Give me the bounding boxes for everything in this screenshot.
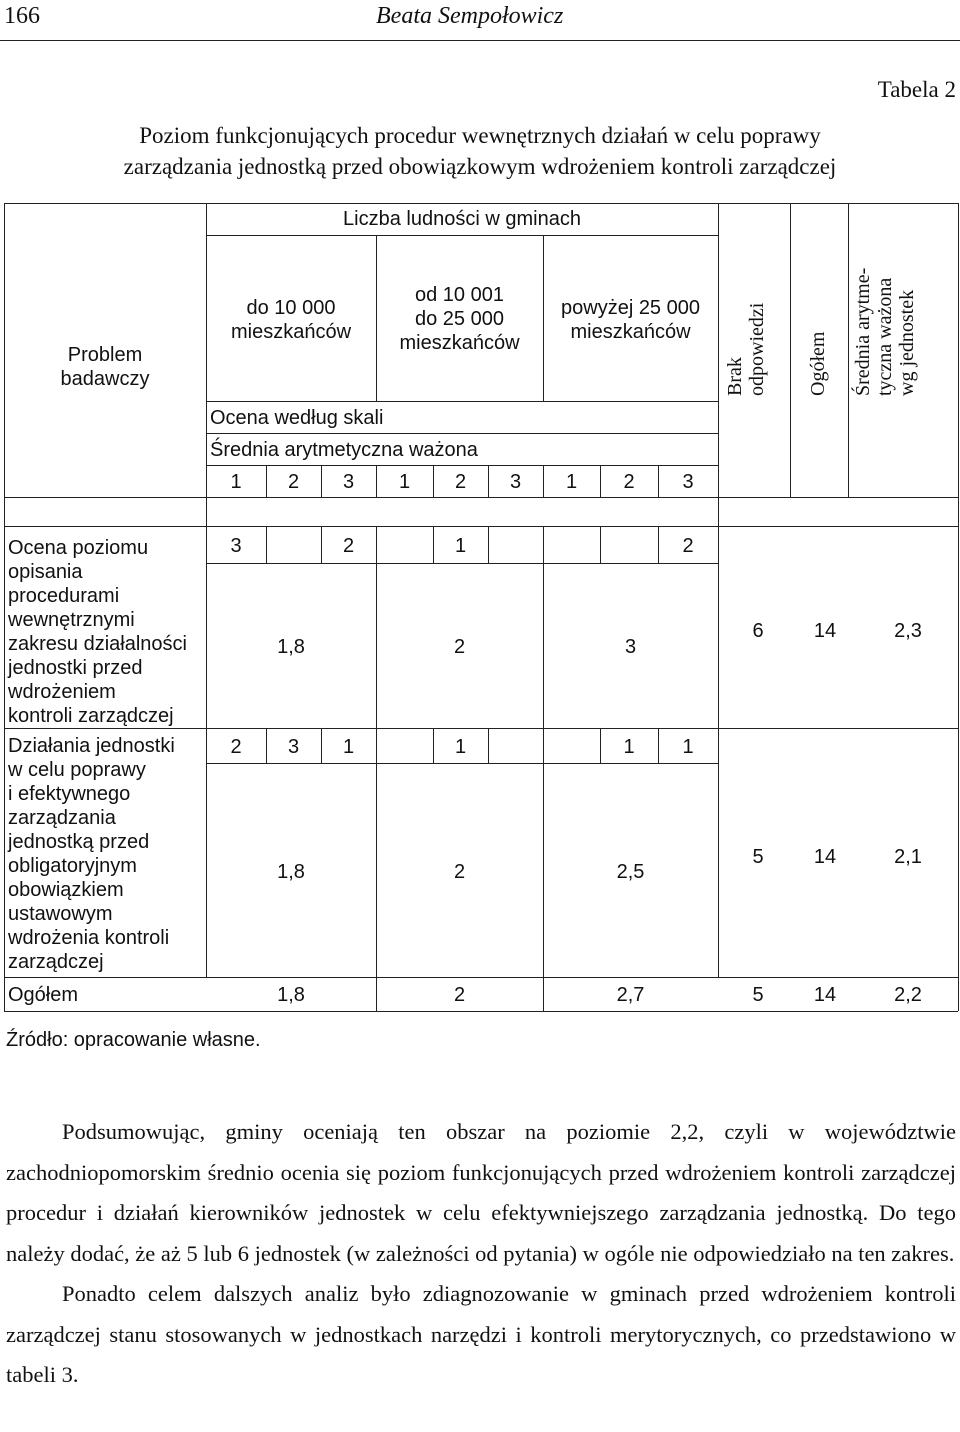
header-group-small (206, 296, 376, 344)
scale-value: 3 (682, 471, 694, 493)
scale-value: 2 (623, 471, 635, 493)
header-no-answer (724, 303, 768, 396)
row1-weighted-small: 1,8 (277, 636, 305, 658)
row-problem-line: wewnętrznymi (8, 609, 135, 631)
total-no-answer: 5 (752, 984, 764, 1006)
row1-problem (8, 536, 204, 728)
total-weighted-large: 2,7 (616, 984, 645, 1006)
scale-value: 1 (230, 471, 242, 493)
row-problem-line: zarządczej (8, 951, 104, 973)
row1-weighted-large: 3 (624, 636, 637, 658)
header-group-line: od 10 001 (415, 284, 504, 306)
header-problem (4, 343, 206, 391)
row-problem-line: jednostką przed (8, 831, 150, 853)
header-group-medium (376, 283, 543, 355)
scale-count: 1 (454, 736, 467, 758)
row2-problem (8, 734, 204, 974)
table-label: Tabela 2 (877, 77, 956, 102)
row2-weighted-medium: 2 (453, 861, 466, 883)
total-weighted-medium: 2 (453, 984, 466, 1006)
row-problem-line: kontroli zarządczej (8, 705, 174, 727)
scale-value: 1 (398, 471, 411, 493)
header-no-answer-line: Brak (724, 357, 746, 396)
header-population: Liczba ludności w gminach (343, 208, 581, 230)
header-avg-units (852, 268, 918, 396)
row-problem-line: procedurami (8, 585, 120, 607)
scale-value: 3 (342, 471, 355, 493)
total-weighted-small: 1,8 (277, 984, 305, 1006)
row-problem-line: Ocena poziomu (8, 537, 149, 559)
scale-value: 2 (454, 471, 467, 493)
row-problem-line: jednostki przed (8, 657, 143, 679)
row-problem-line: opisania (8, 561, 83, 583)
header-no-answer-line: odpowiedzi (746, 302, 768, 396)
row1-total: 14 (813, 620, 837, 642)
scale-count: 1 (454, 535, 467, 557)
row1-avg: 2,3 (894, 620, 922, 642)
row-problem-line: ustawowym (8, 903, 113, 925)
header-avg-line: Średnia arytme- (852, 267, 874, 396)
total-row-label: Ogółem (8, 984, 79, 1006)
scale-value: 1 (565, 471, 578, 493)
table-title-line1: Poziom funkcjonujących procedur wewnętrznych działań w celu poprawy (139, 123, 821, 148)
row2-avg: 2,1 (894, 846, 922, 868)
row-problem-line: w celu poprawy (8, 759, 146, 781)
row2-total: 14 (813, 846, 837, 868)
paragraph: Ponadto celem dalszych analiz było zdiagnozowanie w gminach przed wdrożeniem kontroli zarządczej stanu stosowanych w jednostkach narzędzi i kontroli merytorycznych, co przedstawiono w tabeli 3. (6, 1281, 956, 1387)
header-rule (0, 40, 960, 41)
scale-count: 2 (230, 736, 242, 758)
header-problem-line: badawczy (60, 368, 150, 390)
scale-value: 2 (287, 471, 300, 493)
scale-value: 3 (509, 471, 522, 493)
row2-no-answer: 5 (752, 846, 764, 868)
row-problem-line: i efektywnego (8, 783, 131, 805)
total-total: 14 (813, 984, 837, 1006)
header-group-line: do 25 000 (415, 308, 504, 330)
row2-weighted-small: 1,8 (277, 861, 305, 883)
header-scale: Ocena według skali (210, 407, 384, 429)
header-group-line: powyżej 25 000 (561, 297, 700, 319)
header-weighted: Średnia arytmetyczna ważona (210, 439, 478, 461)
header-group-line: mieszkańców (570, 321, 691, 343)
scale-count: 1 (682, 736, 694, 758)
header-problem-line: Problem (67, 344, 143, 366)
header-group-line: mieszkańców (399, 332, 520, 354)
scale-count: 2 (342, 535, 355, 557)
total-avg: 2,2 (894, 984, 922, 1006)
paragraph: Podsumowując, gminy oceniają ten obszar na poziomie 2,2, czyli w województwie zachodniopomorskim średnio ocenia się poziom funkcjonujących przed wdrożeniem kontroli zarządczej procedur i działań kierowników jednostek w celu efektywniejszego zarządzania jednostką. Do tego należy dodać, że aż 5 lub 6 jednostek (w zależności od pytania) w ogóle nie odpowiedziało na ten zakres. (6, 1119, 956, 1266)
running-author: Beata Sempołowicz (376, 3, 564, 29)
body-text (6, 1112, 956, 1396)
scale-count: 1 (623, 736, 635, 758)
scale-count: 2 (682, 535, 694, 557)
scale-count: 3 (287, 736, 300, 758)
row-problem-line: obowiązkiem (8, 879, 124, 901)
row-problem-line: wdrożeniem (8, 681, 116, 703)
header-group-line: mieszkańców (230, 321, 352, 343)
table-source: Źródło: opracowanie własne. (6, 1029, 261, 1051)
scale-count: 3 (230, 535, 242, 557)
header-group-large (543, 296, 718, 344)
row1-weighted-medium: 2 (453, 636, 466, 658)
header-group-line: do 10 000 (246, 297, 336, 319)
page-number: 166 (4, 3, 40, 29)
header-total: Ogółem (807, 331, 829, 396)
row-problem-line: Działania jednostki (8, 735, 175, 757)
row-problem-line: zakresu działalności (8, 633, 187, 655)
row-problem-line: wdrożenia kontroli (8, 927, 170, 949)
row2-weighted-large: 2,5 (616, 861, 645, 883)
table-title-line2: zarządzania jednostką przed obowiązkowym wdrożeniem kontroli zarządczej (123, 154, 837, 179)
row1-no-answer: 6 (752, 620, 764, 642)
header-avg-line: tyczna ważona (874, 277, 896, 396)
header-avg-line: wg jednostek (896, 289, 918, 396)
row-problem-line: obligatoryjnym (8, 855, 137, 877)
scale-count: 1 (342, 736, 355, 758)
row-problem-line: zarządzania (8, 807, 116, 829)
